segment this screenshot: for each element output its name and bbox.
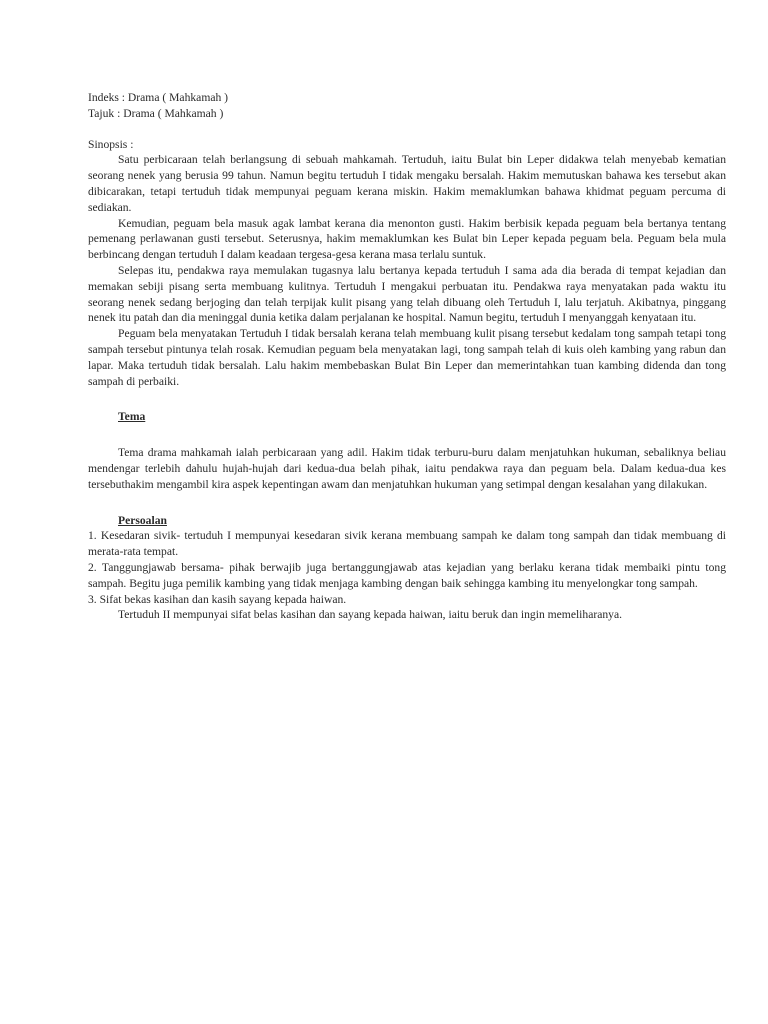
- persoalan-item-3: 3. Sifat bekas kasihan dan kasih sayang kepada haiwan.: [88, 592, 347, 606]
- persoalan-heading: Persoalan: [118, 513, 167, 527]
- tema-paragraph: Tema drama mahkamah ialah perbicaraan yang adil. Hakim tidak terburu-buru dalam menjatuhkan hukuman, sebaliknya beliau mendengar terlebih dahulu hujah-hujah dari kedua-dua belah pihak, iaitu pendakwa raya dan peguam bela. Dalam kedua-dua kes tersebuthakim mengambil kira aspek kepentingan awam dan menjatuhkan hukuman yang setimpal dengan kesalahan yang dilakukan.: [88, 446, 726, 491]
- synopsis-paragraph-1: Satu perbicaraan telah berlangsung di sebuah mahkamah. Tertuduh, iaitu Bulat bin Leper didakwa telah menyebab kematian seorang nenek yang berusia 99 tahun. Namun begitu tertuduh I tidak mengaku bersalah. Hakim memutuskan bahawa kes tersebut akan dibicarakan, tetapi tertuduh tidak mempunyai peguam kerana miskin. Hakim memaklumkan bahawa khidmat peguam percuma di sediakan.: [88, 153, 726, 214]
- spacer: [88, 493, 726, 513]
- synopsis-label: Sinopsis :: [88, 137, 134, 151]
- synopsis-paragraph-2: Kemudian, peguam bela masuk agak lambat kerana dia menonton gusti. Hakim berbisik kepada peguam bela bertanya tentang pemenang perlawanan gusti tersebut. Seterusnya, hakim memaklumkan kes Bulat bin Leper kepada peguam bela. Peguam bela mula berbincang dengan tertuduh I dalam keadaan tergesa-gesa kerana masa terlalu suntuk.: [88, 216, 726, 262]
- index-line: Indeks : Drama ( Mahkamah ): [88, 91, 229, 104]
- title-line: Tajuk : Drama ( Mahkamah ): [88, 106, 224, 120]
- synopsis-paragraph-4: Peguam bela menyatakan Tertuduh I tidak bersalah kerana telah membuang kulit pisang tersebut kedalam tong sampah tetapi tong sampah tersebut pintunya telah rosak. Kemudian peguam bela menyatakan lagi, tong sampah telah di kuis oleh kambing yang rabun dan lapar. Maka tertuduh tidak bersalah. Lalu hakim membebaskan Bulat Bin Leper dan memerintahkan tuan kambing didenda dan tong sampah di perbaiki.: [88, 327, 726, 388]
- document-page: [88, 90, 726, 623]
- spacer: [88, 425, 726, 445]
- spacer: [88, 389, 726, 409]
- persoalan-closing-paragraph: Tertuduh II mempunyai sifat belas kasihan dan sayang kepada haiwan, iaitu beruk dan ingin memeliharanya.: [118, 608, 622, 622]
- spacer: [88, 122, 726, 137]
- persoalan-item-1: 1. Kesedaran sivik- tertuduh I mempunyai kesedaran sivik kerana membuang sampah ke dalam tong sampah dan tidak membuang di merata-rata tempat.: [88, 529, 726, 559]
- synopsis-paragraph-3: Selepas itu, pendakwa raya memulakan tugasnya lalu bertanya kepada tertuduh I sama ada dia berada di tempat kejadian dan memakan sebiji pisang serta membuang kulitnya. Tertuduh I mengakui perbuatan itu. Pendakwa raya menyatakan pada waktu itu seorang nenek sedang berjoging dan telah terpijak kulit pisang yang telah dibuang oleh Tertuduh I, lalu terjatuh. Akibatnya, pinggang nenek itu patah dan dia meninggal dunia ketika dalam perjalanan ke hospital. Namun begitu, tertuduh I menyanggah kenyataan itu.: [88, 263, 726, 325]
- tema-heading: Tema: [118, 410, 146, 424]
- persoalan-item-2: 2. Tanggungjawab bersama- pihak berwajib juga bertanggungjawab atas kejadian yang berlaku kerana tidak membaiki pintu tong sampah. Begitu juga pemilik kambing yang tidak menjaga kambing dengan baik sehingga kambing itu menyelongkar tong sampah.: [88, 560, 726, 590]
